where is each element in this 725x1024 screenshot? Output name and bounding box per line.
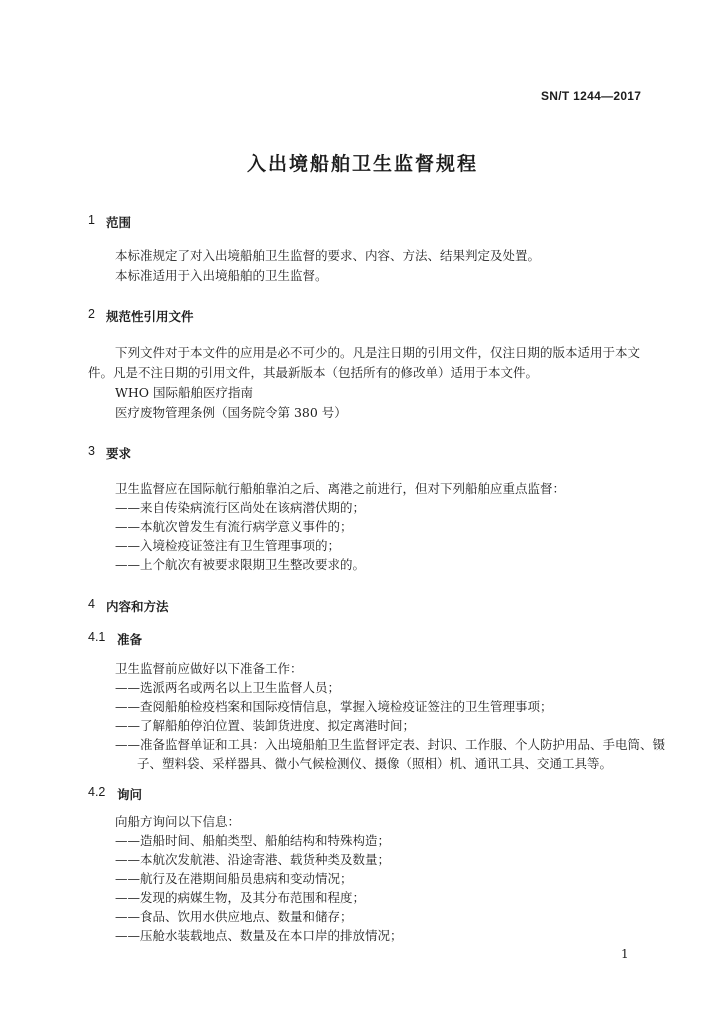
section-2-para-line-1: 下列文件对于本文件的应用是必不可少的。凡是注日期的引用文件，仅注日期的版本适用于本文 bbox=[115, 345, 641, 360]
section-2-number: 2 bbox=[88, 307, 95, 321]
section-2-ref-2: 医疗废物管理条例（国务院令第 380 号） bbox=[115, 405, 347, 420]
section-2-title: 规范性引用文件 bbox=[106, 309, 194, 324]
standard-code: SN/T 1244—2017 bbox=[541, 89, 642, 103]
page-number: 1 bbox=[621, 947, 629, 961]
section-4-1-item-4-line-2: 子、塑料袋、采样器具、微小气候检测仪、摄像（照相）机、通讯工具、交通工具等。 bbox=[137, 756, 613, 771]
section-1-number: 1 bbox=[88, 213, 95, 227]
section-1-title: 范围 bbox=[106, 215, 132, 230]
section-4-2-item-6: ——压舱水装载地点、数量及在本口岸的排放情况； bbox=[115, 928, 403, 943]
section-4-2-item-3: ——航行及在港期间船员患病和变动情况； bbox=[115, 871, 353, 886]
section-3-item-1: ——来自传染病流行区尚处在该病潜伏期的； bbox=[115, 500, 366, 515]
section-4-2-item-4: ——发现的病媒生物，及其分布范围和程度； bbox=[115, 890, 366, 905]
section-4-1-item-4-line-1: ——准备监督单证和工具：入出境船舶卫生监督评定表、封识、工作服、个人防护用品、手电筒、镊 bbox=[115, 737, 666, 752]
section-4-2-item-1: ——造船时间、船舶类型、船舶结构和特殊构造； bbox=[115, 833, 391, 848]
section-3-number: 3 bbox=[88, 444, 95, 458]
section-4-1-number: 4.1 bbox=[88, 630, 106, 644]
section-3-title: 要求 bbox=[106, 446, 132, 461]
section-4-2-title: 询问 bbox=[117, 787, 143, 802]
section-4-1-title: 准备 bbox=[117, 632, 143, 647]
section-3-intro: 卫生监督应在国际航行船舶靠泊之后、离港之前进行，但对下列船舶应重点监督： bbox=[115, 481, 566, 496]
section-1-para-1: 本标准规定了对入出境船舶卫生监督的要求、内容、方法、结果判定及处置。 bbox=[115, 248, 541, 263]
section-2-para-line-2: 件。凡是不注日期的引用文件，其最新版本（包括所有的修改单）适用于本文件。 bbox=[88, 365, 539, 380]
section-1-para-2: 本标准适用于入出境船舶的卫生监督。 bbox=[115, 268, 328, 283]
section-4-1-item-2: ——查阅船舶检疫档案和国际疫情信息，掌握入境检疫证签注的卫生管理事项； bbox=[115, 699, 553, 714]
section-3-item-2: ——本航次曾发生有流行病学意义事件的； bbox=[115, 519, 353, 534]
document-title: 入出境船舶卫生监督规程 bbox=[246, 153, 478, 175]
section-2-ref-1: WHO 国际船舶医疗指南 bbox=[115, 385, 253, 400]
section-4-2-item-5: ——食品、饮用水供应地点、数量和储存； bbox=[115, 909, 353, 924]
section-4-number: 4 bbox=[88, 597, 95, 611]
section-4-1-intro: 卫生监督前应做好以下准备工作： bbox=[115, 661, 303, 676]
section-4-1-item-1: ——选派两名或两名以上卫生监督人员； bbox=[115, 680, 341, 695]
section-4-2-number: 4.2 bbox=[88, 785, 106, 799]
section-4-1-item-3: ——了解船舶停泊位置、装卸货进度、拟定离港时间； bbox=[115, 718, 416, 733]
section-3-item-4: ——上个航次有被要求限期卫生整改要求的。 bbox=[115, 557, 366, 572]
section-3-item-3: ——入境检疫证签注有卫生管理事项的； bbox=[115, 538, 341, 553]
section-4-2-item-2: ——本航次发航港、沿途寄港、载货种类及数量； bbox=[115, 852, 391, 867]
section-4-2-intro: 向船方询问以下信息： bbox=[115, 814, 241, 829]
section-4-title: 内容和方法 bbox=[106, 599, 169, 614]
